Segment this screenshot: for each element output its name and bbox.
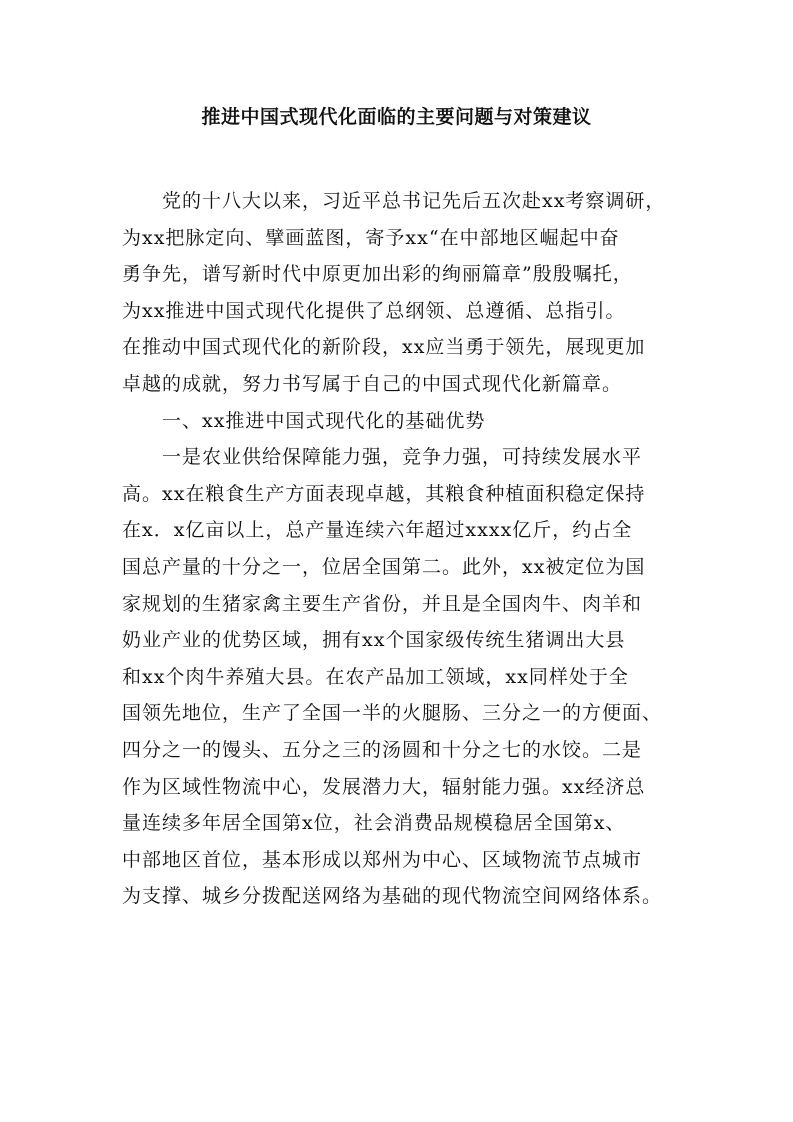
text-line: 卓越的成就，努力书写属于自己的中国式现代化新篇章。 [122, 372, 623, 395]
text-line: 一、xx推进中国式现代化的基础优势 [162, 409, 486, 432]
text-line: 勇争先，谱写新时代中原更加出彩的绚丽篇章”殷殷嘱托， [122, 263, 633, 286]
document-body [122, 183, 682, 915]
text-line: 家规划的生猪家禽主要生产省份，并且是全国肉牛、肉羊和 [122, 592, 643, 615]
document-title: 推进中国式现代化面临的主要问题与对策建议 [201, 106, 592, 128]
text-line: 量连续多年居全国第x位，社会消费品规模稳居全国第x、 [122, 812, 626, 835]
text-line: 奶业产业的优势区域，拥有xx个国家级传统生猪调出大县 [122, 629, 626, 652]
text-line: 党的十八大以来，习近平总书记先后五次赴xx考察调研， [162, 190, 666, 212]
text-line: 在推动中国式现代化的新阶段，xx应当勇于领先，展现更加 [122, 336, 646, 359]
text-line: 四分之一的馒头、五分之三的汤圆和十分之七的水饺。二是 [122, 738, 643, 761]
text-line: 为xx把脉定向、擘画蓝图，寄予xx“在中部地区崛起中奋 [122, 226, 620, 249]
text-line: 作为区域性物流中心，发展潜力大，辐射能力强。xx经济总 [122, 775, 646, 798]
text-line: 和xx个肉牛养殖大县。在农产品加工领域，xx同样处于全 [122, 665, 629, 688]
text-line: 高。xx在粮食生产方面表现卓越，其粮食种植面积稳定保持 [122, 482, 646, 505]
text-line: 为支撑、城乡分拨配送网络为基础的现代物流空间网络体系。 [122, 885, 663, 908]
text-line: 国总产量的十分之一，位居全国第二。此外，xx被定位为国 [122, 555, 646, 578]
text-line: 国领先地位，生产了全国一半的火腿肠、三分之一的方便面、 [122, 702, 663, 725]
text-line: 为xx推进中国式现代化提供了总纲领、总遵循、总指引。 [122, 299, 626, 322]
text-line: 一是农业供给保障能力强，竞争力强，可持续发展水平 [162, 446, 643, 469]
text-line: 在x．x亿亩以上，总产量连续六年超过xxxx亿斤，约占全 [122, 519, 633, 542]
text-line: 中部地区首位，基本形成以郑州为中心、区域物流节点城市 [122, 848, 643, 871]
